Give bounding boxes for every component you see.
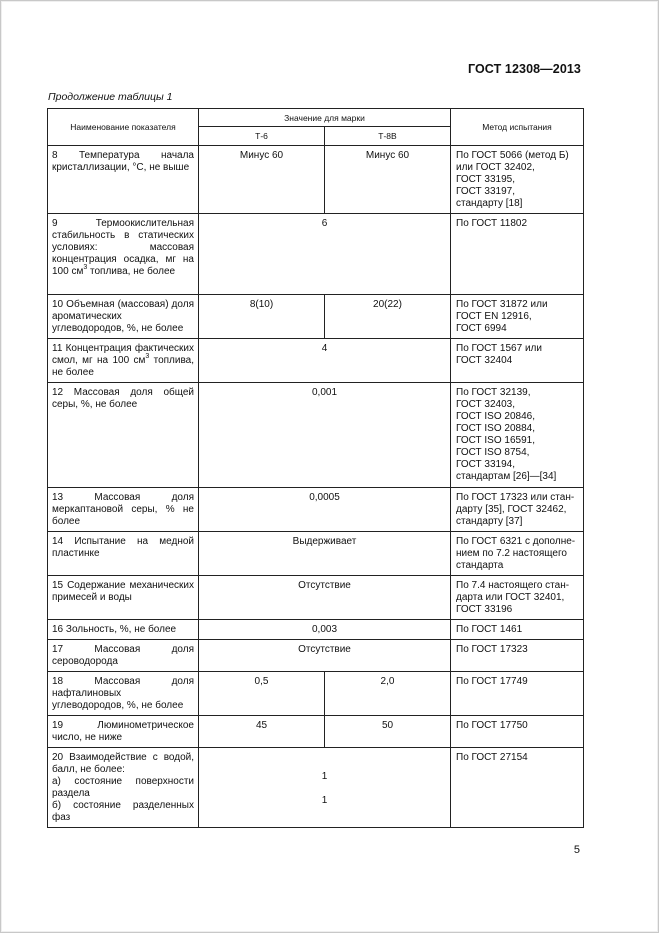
value-all-grades: 0,0005 <box>199 488 451 532</box>
value-t6: 45 <box>199 716 325 748</box>
table-row <box>48 214 584 295</box>
test-method: По ГОСТ 5066 (метод Б) или ГОСТ 32402, ГОСТ 33195, ГОСТ 33197, стандарту [18] <box>451 146 584 214</box>
value-all-grades: 0,003 <box>199 620 451 640</box>
table-row <box>48 532 584 576</box>
value-t6: 8(10) <box>199 295 325 339</box>
indicator-name: 13 Массовая доля меркаптановой серы, % не более <box>48 488 199 532</box>
test-method: По ГОСТ 32139, ГОСТ 32403, ГОСТ ISO 20846, ГОСТ ISO 20884, ГОСТ ISO 16591, ГОСТ ISO 8754, ГОСТ 33194, стандартам [26]—[34] <box>451 383 584 488</box>
indicator-name: 12 Массовая доля общей серы, %, не более <box>48 383 199 488</box>
test-method: По 7.4 настоящего стан- дарта или ГОСТ 32401, ГОСТ 33196 <box>451 576 584 620</box>
test-method: По ГОСТ 17750 <box>451 716 584 748</box>
test-method: По ГОСТ 1461 <box>451 620 584 640</box>
test-method: По ГОСТ 27154 <box>451 748 584 828</box>
table-row <box>48 748 584 828</box>
test-method: По ГОСТ 11802 <box>451 214 584 295</box>
indicator-name: 10 Объемная (массовая) доля ароматических углеводородов, %, не более <box>48 295 199 339</box>
table-row <box>48 620 584 640</box>
table-row <box>48 383 584 488</box>
table-row <box>48 295 584 339</box>
indicator-name: 15 Содержание механических примесей и воды <box>48 576 199 620</box>
value-all-grades: 4 <box>199 339 451 383</box>
indicator-name: 11 Концентрация фактических смол, мг на 100 $см^3$ топлива, не более <box>48 339 199 383</box>
indicator-name: 8 Температура начала кристаллизации, °С, не выше <box>48 146 199 214</box>
header-indicator-name: Наименование показателя <box>48 109 199 146</box>
value-t8v: 50 <box>325 716 451 748</box>
value-t8v: 20(22) <box>325 295 451 339</box>
header-grade-t6: Т-6 <box>199 127 325 146</box>
indicator-name: 9 Термоокислительная стабильность в статических условиях: массовая концентрация осадка, мг на 100 $см^3$ топлива, не более <box>48 214 199 295</box>
document-code: ГОСТ 12308—2013 <box>467 62 581 76</box>
value-all-grades: Отсутствие <box>199 640 451 672</box>
value-t8v: Минус 60 <box>325 146 451 214</box>
header-grade-values: Значение для марки <box>199 109 451 127</box>
table-row <box>48 640 584 672</box>
value-t6: Минус 60 <box>199 146 325 214</box>
test-method: По ГОСТ 17749 <box>451 672 584 716</box>
table-caption: Продолжение таблицы 1 <box>48 91 173 103</box>
indicator-name: 14 Испытание на медной пластинке <box>48 532 199 576</box>
value-all-grades: Отсутствие <box>199 576 451 620</box>
specification-table <box>47 108 584 828</box>
test-method: По ГОСТ 17323 или стан- дарту [35], ГОСТ 32462, стандарту [37] <box>451 488 584 532</box>
table-row <box>48 716 584 748</box>
value-t8v: 2,0 <box>325 672 451 716</box>
table-row <box>48 146 584 214</box>
indicator-name: 16 Зольность, %, не более <box>48 620 199 640</box>
value-all-grades: 0,001 <box>199 383 451 488</box>
test-method: По ГОСТ 6321 с дополне- нием по 7.2 настоящего стандарта <box>451 532 584 576</box>
value-all-grades <box>199 748 451 828</box>
table-row <box>48 672 584 716</box>
indicator-name: 17 Массовая доля сероводорода <box>48 640 199 672</box>
table-row <box>48 339 584 383</box>
indicator-name: 20 Взаимодействие с водой, балл, не более: а) состояние поверхности раздела б) состояние разделенных фаз <box>48 748 199 828</box>
test-method: По ГОСТ 1567 или ГОСТ 32404 <box>451 339 584 383</box>
value-all-grades: Выдерживает <box>199 532 451 576</box>
table-row <box>48 488 584 532</box>
value-phases: 1 <box>321 795 328 806</box>
page-number: 5 <box>573 844 580 856</box>
indicator-name: 18 Массовая доля нафталиновых углеводородов, %, не более <box>48 672 199 716</box>
value-t6: 0,5 <box>199 672 325 716</box>
value-all-grades: 6 <box>199 214 451 295</box>
test-method: По ГОСТ 17323 <box>451 640 584 672</box>
test-method: По ГОСТ 31872 или ГОСТ EN 12916, ГОСТ 6994 <box>451 295 584 339</box>
indicator-name: 19 Люминометрическое число, не ниже <box>48 716 199 748</box>
table-row <box>48 576 584 620</box>
value-surface: 1 <box>321 771 328 782</box>
header-grade-t8v: Т-8В <box>325 127 451 146</box>
header-test-method: Метод испытания <box>451 109 584 146</box>
